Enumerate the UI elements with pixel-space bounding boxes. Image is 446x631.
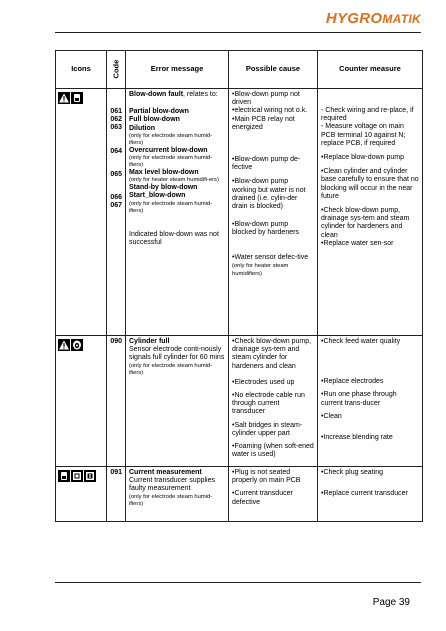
error-dilution: Dilution <box>129 124 156 132</box>
error-standby: Stand-by blow-down <box>129 184 198 192</box>
error-partial-blowdown: Partial blow-down <box>129 108 189 116</box>
measure-item: • Replace current transducer <box>321 490 419 498</box>
error-title: Cylinder full <box>129 338 170 345</box>
code-063: 063 <box>110 124 122 132</box>
header-possible-cause: Possible cause <box>229 51 318 89</box>
cause-item: • Blow-down pump working but water is not drained (i.e. cylin-der drain is blocked) <box>232 178 314 211</box>
code-066: 066 <box>110 194 122 202</box>
cause-item: • Main PCB relay not energized <box>232 116 314 132</box>
measure-item: • Replace electrodes <box>321 378 419 386</box>
steam-cylinder-icon <box>71 92 83 104</box>
logo-part1: HYGRO <box>325 10 383 27</box>
error-not-successful: Indicated blow-down was not successful <box>129 230 219 246</box>
possible-cause-cell <box>229 89 318 336</box>
cylinder-full-icon <box>71 339 83 351</box>
header-icons: Icons <box>56 51 107 89</box>
measure-item: • Check blow-down pump, drainage sys-tem and steam cylinder for hardeners and clean <box>321 207 419 240</box>
table-header-row <box>56 51 423 89</box>
header-rule <box>55 32 421 33</box>
error-title: Blow-down fault <box>129 91 184 98</box>
cause-item: • No electrode cable run through current transducer <box>232 392 314 417</box>
warning-icon <box>58 339 70 351</box>
error-note: (only for electrode steam humid-ifiers) <box>129 132 213 146</box>
main-pcb-icon <box>71 470 83 482</box>
footer-rule <box>55 582 421 583</box>
cause-note: (only for heater steam humidifiers) <box>232 262 289 278</box>
table-row <box>56 467 423 522</box>
counter-measure-cell <box>318 467 423 522</box>
page-number: Page 39 <box>372 597 410 608</box>
cause-item: • Plug is not seated properly on main PCB <box>232 469 314 485</box>
header-code: Code <box>107 51 126 89</box>
cause-item: • Foaming (when soft-ened water is used) <box>232 443 314 459</box>
error-overcurrent: Overcurrent blow-down <box>129 146 208 154</box>
measure-item: • Clean <box>321 413 419 421</box>
error-start: Start_blow-down <box>129 192 186 200</box>
cause-item: • Check blow-down pump, drainage sys-tem and steam cylinder for hardeners and clean <box>232 338 314 371</box>
icons-cell <box>56 89 107 336</box>
current-transducer-icon <box>84 470 96 482</box>
table-row <box>56 336 423 467</box>
error-message-cell <box>126 467 229 522</box>
code-cell <box>107 89 126 336</box>
header-counter-measure: Counter measure <box>318 51 423 89</box>
cause-item: • Blow-down pump blocked by hardeners <box>232 221 314 237</box>
possible-cause-cell <box>229 336 318 467</box>
code-cell: 091 <box>107 467 126 522</box>
error-description: Sensor electrode conti-nously signals full cylinder for 60 mins <box>129 346 225 362</box>
table-row <box>56 89 423 336</box>
error-title: Current measurement <box>129 469 202 476</box>
cause-item: • Salt bridges in steam-cylinder upper part <box>232 422 314 438</box>
cause-item: • Blow-down pump not driven <box>232 91 314 107</box>
code-061: 061 <box>110 108 122 115</box>
error-max-level: Max level blow-down <box>129 169 199 177</box>
error-message-cell <box>126 336 229 467</box>
logo-part2: MATIK <box>382 12 421 26</box>
fault-table <box>55 50 423 522</box>
error-note: (only for electrode steam humid-ifiers) <box>129 362 213 376</box>
error-note: (only for electrode steam humid-ifiers) <box>129 493 213 507</box>
code-065: 065 <box>110 170 122 178</box>
error-title-suffix: , relates to: <box>183 91 218 98</box>
measure-item: • Replace blow-down pump <box>321 154 419 162</box>
error-note: (only for electrode steam humid-ifiers) <box>129 200 213 214</box>
measure-item: - Check wiring and re-place, if required <box>321 107 414 123</box>
cause-item: • Water sensor defec-tive <box>232 254 308 261</box>
error-note: (only for heater steam humidifi-ers) <box>129 177 219 184</box>
icons-cell <box>56 467 107 522</box>
cause-item: • Electrodes used up <box>232 379 314 387</box>
error-message-cell <box>126 89 229 336</box>
measure-item: • Check plug seating <box>321 469 419 477</box>
error-description: Current transducer supplies faulty measurement <box>129 477 215 493</box>
cause-item: • electrical wiring not o.k. <box>232 107 314 115</box>
measure-item: • Run one phase through current trans-ducer <box>321 391 419 407</box>
code-067: 067 <box>110 202 122 210</box>
code-cell: 090 <box>107 336 126 467</box>
steam-cylinder-icon <box>58 470 70 482</box>
error-note: (only for electrode steam humid-ifiers) <box>129 155 213 169</box>
code-062: 062 <box>110 116 122 124</box>
icons-cell <box>56 336 107 467</box>
cause-item: • Current transducer defective <box>232 490 314 506</box>
error-full-blowdown: Full blow-down <box>129 116 180 124</box>
cause-item: • Blow-down pump de-fective <box>232 156 314 172</box>
measure-item: • Check feed water quality <box>321 338 419 346</box>
possible-cause-cell <box>229 467 318 522</box>
measure-item: - Measure voltage on main PCB terminal 10 against N; replace PCB, if required <box>321 123 406 147</box>
brand-logo <box>326 10 421 27</box>
counter-measure-cell <box>318 336 423 467</box>
measure-item: • Replace water sen-sor <box>321 240 419 248</box>
measure-item: • Increase blending rate <box>321 434 419 442</box>
warning-icon <box>58 92 70 104</box>
code-064: 064 <box>110 147 122 155</box>
header-error-message: Error message <box>126 51 229 89</box>
counter-measure-cell <box>318 89 423 336</box>
measure-item: • Clean cylinder and cylinder base carefully to ensure that no blocking will occur in the near future <box>321 168 419 201</box>
